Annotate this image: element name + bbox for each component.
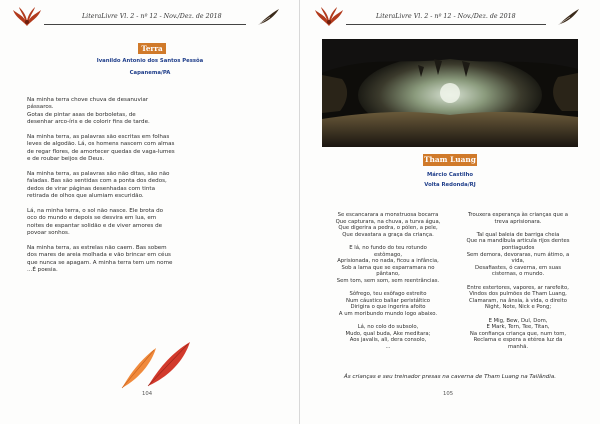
poem-line: Que digerira a pedra, o pólen, a pele, bbox=[338, 225, 438, 232]
poem-line: ... bbox=[385, 343, 391, 350]
poem-line: Na minha terra, as estrelas não caem. Bas sobem bbox=[27, 245, 167, 252]
poem-line: pontiagudos bbox=[501, 244, 535, 251]
poem-line: Na confiança criança que, num tom, bbox=[469, 330, 567, 337]
running-title: LiteraLivre Vl. 2 - nº 12 - Nov./Dez. de 2018 bbox=[82, 13, 222, 20]
poem-line: Na minha terra chove chuva de desanuviar bbox=[27, 97, 149, 103]
poem-stanza bbox=[454, 318, 582, 351]
poem-line: de regar flores, de amortecer quedas de vaga-lumes bbox=[27, 148, 175, 155]
poem-line: Se escancarara a monstruosa bocarra bbox=[337, 212, 439, 218]
left-header bbox=[0, 6, 300, 28]
phoenix-wings-icon bbox=[12, 6, 42, 28]
poem-stanza bbox=[324, 324, 452, 350]
poem-line: E lá, no fundo do teu rotundo bbox=[349, 244, 427, 251]
page-number-left: 104 bbox=[142, 391, 153, 397]
poem-line: Trouxera esperança às crianças que a bbox=[467, 212, 569, 218]
poem-line: cisternas, o mundo. bbox=[491, 271, 545, 278]
right-header bbox=[300, 6, 600, 28]
poem-line: e de roubar beijos de Deus. bbox=[27, 156, 105, 163]
poem-stanza bbox=[454, 285, 582, 311]
poem-line: Gotas de pintar asas de borboletas, de bbox=[27, 111, 136, 118]
poem-line: treva aprisionara. bbox=[494, 218, 542, 225]
poem-stanza bbox=[27, 208, 277, 238]
poem-line: que nunca se apagam. A minha terra tem um nome bbox=[27, 259, 173, 266]
poem-line: vida, bbox=[511, 258, 525, 265]
poem-line: pássaros. bbox=[27, 104, 54, 111]
poem-body-terra bbox=[27, 97, 277, 282]
poem-line: retirada de olhos que alumiam escuridão. bbox=[27, 193, 144, 200]
poem-line: Aos javalis, ali, dera consolo, bbox=[349, 337, 427, 344]
poem-line: Vindos dos pulmões de Tham Luang, bbox=[469, 291, 567, 298]
poem-line: Night, Note, Nick e Pong; bbox=[484, 304, 552, 311]
poem-line: Tal qual baleia de barriga cheia bbox=[476, 231, 560, 238]
poem-line: povoar sonhos. bbox=[27, 230, 70, 237]
poem-line: oco do mundo e depois se desvira em lua, em bbox=[27, 215, 157, 222]
header-rule bbox=[44, 24, 246, 25]
poem-stanza bbox=[454, 212, 582, 225]
poem-stanza bbox=[27, 134, 277, 164]
poem-stanza bbox=[324, 245, 452, 285]
page-number-right: 105 bbox=[443, 391, 454, 397]
poem-line: Que devastara a graça da criança. bbox=[342, 231, 434, 238]
poem-column-1 bbox=[324, 212, 452, 357]
poem-stanza bbox=[454, 232, 582, 278]
poem-line: Reclama e espera a etérea luz da bbox=[473, 337, 563, 344]
feathers-illustration bbox=[118, 340, 194, 390]
poem-line: Que capturara, na chuva, a turva água, bbox=[335, 218, 441, 225]
poem-line: Sob a lama que se esparramara no bbox=[341, 264, 435, 271]
poem-line: Entre estertores, vapores, ar rarefeito, bbox=[467, 284, 569, 291]
right-page bbox=[300, 0, 600, 424]
poem-line: Sôfrego, teu esôfago estreito bbox=[349, 291, 427, 298]
poem-line: ...É poesia. bbox=[27, 267, 58, 274]
poem-line: dos mares de areia molhada e vão brincar em céus bbox=[27, 252, 171, 259]
phoenix-wings-icon bbox=[314, 6, 344, 28]
poem-line: Lá, no colo do subsolo, bbox=[357, 324, 419, 331]
author-name: Márcio Castilho bbox=[426, 172, 474, 178]
poem-stanza bbox=[324, 212, 452, 238]
poem-line: Na minha terra, as palavras são escritas em folhas bbox=[27, 134, 170, 141]
author-city: Volta Redonda/RJ bbox=[424, 182, 476, 188]
author-name: Ivanildo Antonio dos Santos Pessôa bbox=[96, 58, 204, 64]
poem-line: E Mark, Tern, Tee, Titan, bbox=[486, 324, 550, 331]
poem-stanza bbox=[27, 97, 277, 127]
poem-line: noites de espantar solidão e de viver amores de bbox=[27, 222, 163, 229]
poem-line: Sem tom, sem som, sem reentrâncias. bbox=[336, 277, 440, 284]
poem-line: Sem demora, devoraras, num átimo, a bbox=[466, 251, 570, 258]
poem-stanza bbox=[27, 171, 277, 201]
poem-line: Dirigira o que ingerira afoito bbox=[350, 304, 426, 311]
poem-line: faladas. Bas são sentidas com a ponta dos dedos, bbox=[27, 178, 167, 185]
poem-line: Mudo, qual buda, Ake meditara; bbox=[345, 330, 431, 337]
poem-line: pântano, bbox=[376, 271, 400, 278]
poem-line: Que na mandíbula articula rijos dentes bbox=[466, 238, 570, 245]
poem-line: manhã. bbox=[507, 343, 529, 350]
poem-dedication: Ás crianças e seu treinador presas na caverna de Tham Luang na Tailândia. bbox=[343, 374, 557, 380]
poem-line: E Mig, Bew, Dul, Dom, bbox=[488, 317, 548, 324]
author-city: Capanema/PA bbox=[129, 70, 171, 76]
header-rule bbox=[346, 24, 546, 25]
poem-line: leves de algodão. Lá, os homens nascem com almas bbox=[27, 141, 175, 148]
quill-icon bbox=[556, 8, 580, 26]
poem-stanza bbox=[27, 245, 277, 275]
running-title: LiteraLivre Vl. 2 - nº 12 - Nov./Dez. de 2018 bbox=[376, 13, 516, 20]
poem-stanza bbox=[324, 291, 452, 317]
poem-column-2 bbox=[454, 212, 582, 357]
quill-icon bbox=[256, 8, 280, 26]
poem-line: estômago, bbox=[373, 251, 403, 258]
poem-line: Desafiastes, ó caverna, em suas bbox=[475, 264, 561, 271]
poem-line: Na minha terra, as palavras são não ditas, são não bbox=[27, 171, 170, 178]
poem-line: Num cáustico baliar peristáltico bbox=[345, 297, 430, 304]
poem-line: dedos de virar páginas desenhadas com tinta bbox=[27, 185, 156, 192]
cave-photo bbox=[322, 39, 578, 147]
poem-line: A um moribundo mundo logo abaixo. bbox=[338, 310, 438, 317]
poem-line: desenhar arco-íris e de colorir fins de tarde. bbox=[27, 119, 150, 126]
poem-title-terra: Terra bbox=[138, 43, 166, 54]
poem-line: Aprisionada, no nada, ficou a infância, bbox=[337, 258, 439, 265]
poem-title-tham-luang: Tham Luang bbox=[424, 155, 476, 164]
red-feather-icon bbox=[148, 342, 190, 386]
poem-line: Lá, na minha terra, o sol não nasce. Ele brota do bbox=[27, 208, 164, 215]
poem-line: Clamaram, na ânsia, à vida, o direito bbox=[469, 297, 567, 304]
